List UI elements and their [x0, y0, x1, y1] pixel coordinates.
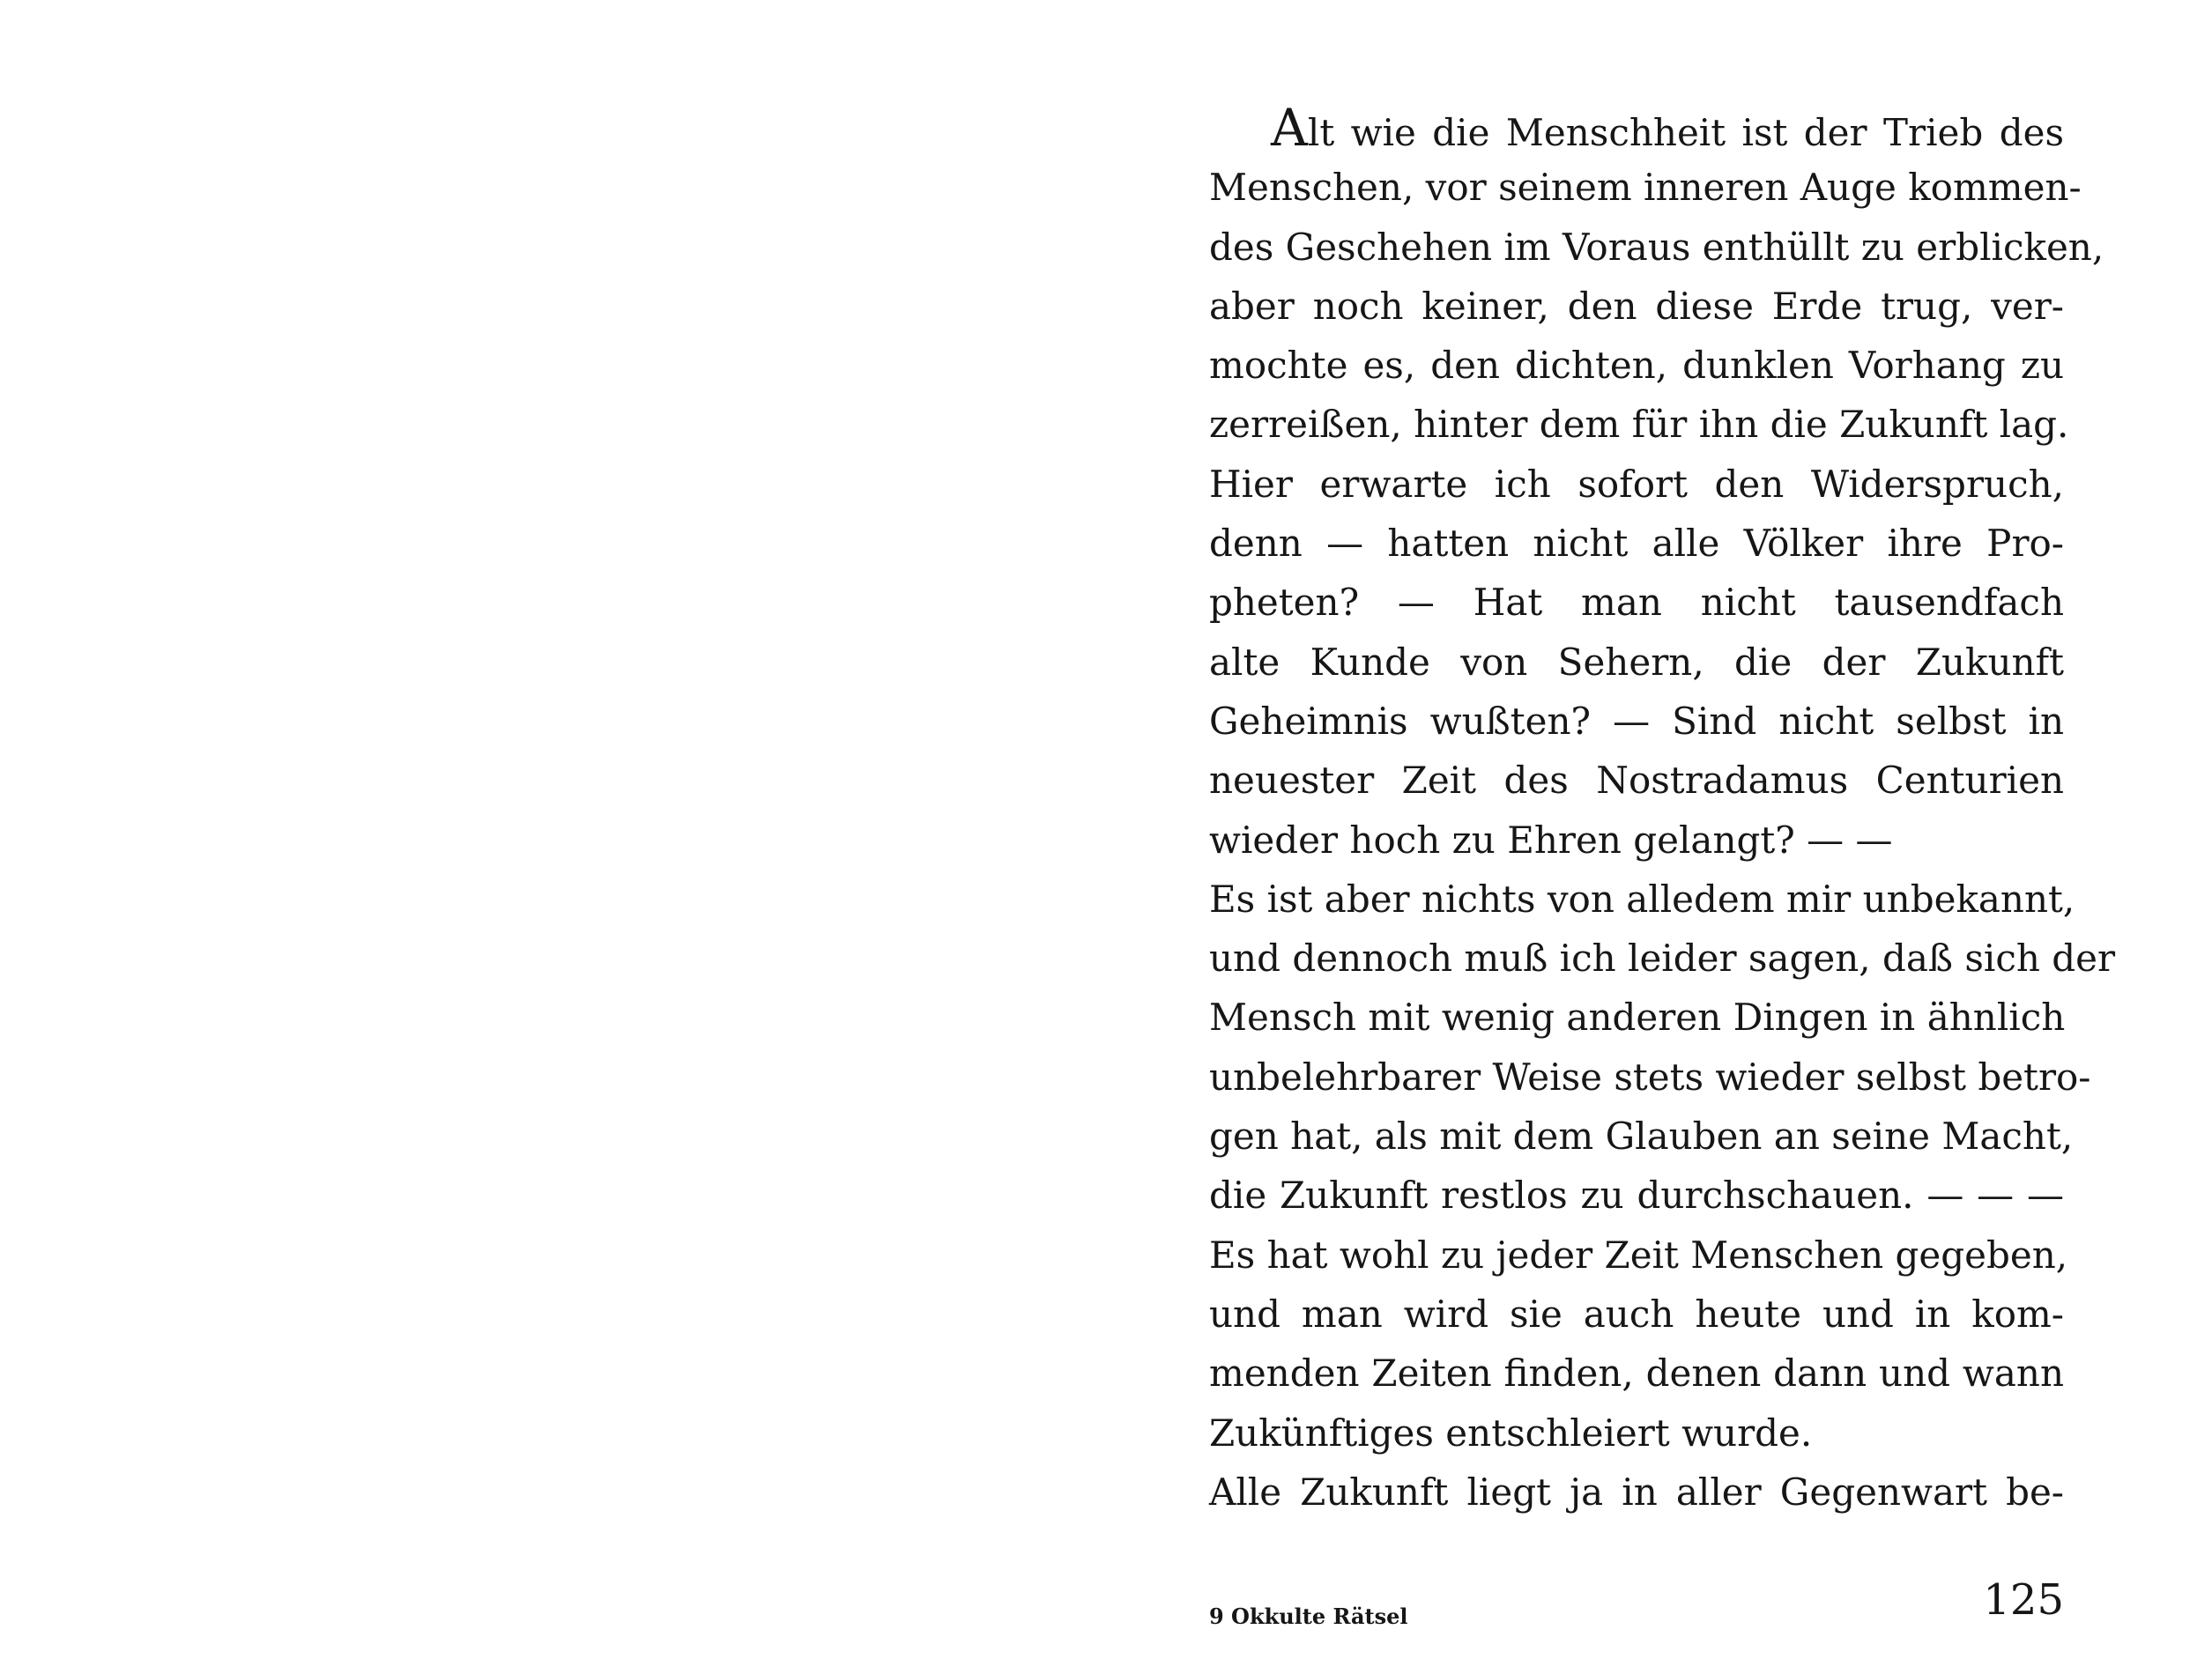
text-line: gen hat, als mit dem Glauben an seine Macht,: [1209, 1115, 2074, 1159]
text-line: die Zukunft restlos zu durchschauen. — — —: [1209, 1174, 2064, 1218]
text-line: des Geschehen im Voraus enthüllt zu erblicken,: [1209, 225, 2104, 269]
text-line: menden Zeiten finden, denen dann und wann: [1209, 1352, 2064, 1396]
text-line: Zukünftiges entschleiert wurde.: [1209, 1411, 1813, 1455]
text-line: Alle Zukunft liegt ja in aller Gegenwart be-: [1209, 1470, 2064, 1514]
text-line: wieder hoch zu Ehren gelangt? — —: [1209, 818, 1893, 862]
text-line: Alt wie die Menschheit ist der Trieb des: [1271, 98, 2064, 158]
text-line: Geheimnis wußten? — Sind nicht selbst in: [1209, 699, 2064, 743]
text-line: und dennoch muß ich leider sagen, daß sich der: [1209, 937, 2116, 981]
text-line: aber noch keiner, den diese Erde trug, ver-: [1209, 284, 2064, 328]
text-line: Hier erwarte ich sofort den Widerspruch,: [1209, 462, 2064, 506]
text-line: zerreißen, hinter dem für ihn die Zukunft lag.: [1209, 403, 2069, 447]
text-line: Mensch mit wenig anderen Dingen in ähnlich: [1209, 996, 2066, 1040]
text-line: unbelehrbarer Weise stets wieder selbst betro-: [1209, 1055, 2091, 1099]
book-page-text: [1209, 98, 2116, 1522]
text-line: alte Kunde von Sehern, die der Zukunft: [1209, 640, 2064, 684]
text-line: Es ist aber nichts von alledem mir unbekannt,: [1209, 877, 2075, 921]
text-line: und man wird sie auch heute und in kom-: [1209, 1292, 2064, 1336]
page-number: 125: [1983, 1575, 2064, 1625]
text-line: mochte es, den dichten, dunklen Vorhang zu: [1209, 344, 2064, 388]
text-line: pheten? — Hat man nicht tausendfach: [1209, 581, 2064, 625]
drop-cap: A: [1271, 98, 1308, 158]
text-line: denn — hatten nicht alle Völker ihre Pro-: [1209, 522, 2064, 566]
text-line: Es hat wohl zu jeder Zeit Menschen gegeben,: [1209, 1233, 2068, 1277]
printer-signature: 9 Okkulte Rätsel: [1209, 1604, 1408, 1629]
text-line: Menschen, vor seinem inneren Auge kommen-: [1209, 166, 2082, 210]
text-line: neuester Zeit des Nostradamus Centurien: [1209, 759, 2064, 803]
